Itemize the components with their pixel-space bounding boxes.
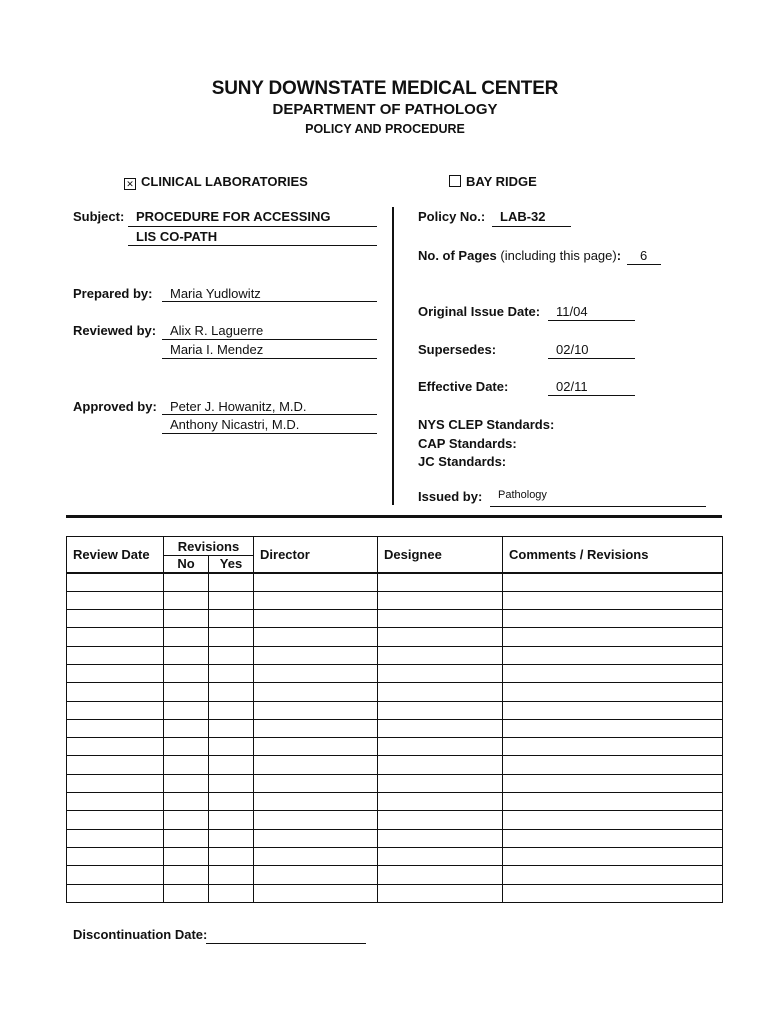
designee-cell[interactable] [378,628,503,646]
revision-yes-cell[interactable] [209,646,254,664]
comments-cell[interactable] [503,774,723,792]
designee-cell[interactable] [378,701,503,719]
nys-clep-standards-label: NYS CLEP Standards: [418,417,555,432]
review-table [66,536,723,903]
designee-cell[interactable] [378,884,503,902]
comments-cell[interactable] [503,793,723,811]
comments-cell[interactable] [503,847,723,865]
review-date-cell[interactable] [67,866,164,884]
table-row [67,866,723,884]
designee-cell[interactable] [378,774,503,792]
revisions-yes-header: Yes [209,556,254,573]
review-date-cell[interactable] [67,610,164,628]
prepared-by-value: Maria Yudlowitz [170,286,261,301]
review-date-cell[interactable] [67,683,164,701]
designee-cell[interactable] [378,793,503,811]
original-issue-date-value: 11/04 [556,304,588,319]
table-row [67,610,723,628]
revision-yes-cell[interactable] [209,628,254,646]
review-date-cell[interactable] [67,793,164,811]
approved-by-value-2: Anthony Nicastri, M.D. [170,417,300,432]
review-date-cell[interactable] [67,884,164,902]
subject-label: Subject: [73,209,125,224]
supersedes-value: 02/10 [556,342,589,357]
designee-cell[interactable] [378,811,503,829]
subject-line-1: PROCEDURE FOR ACCESSING [136,209,331,224]
supersedes-underline [548,358,635,359]
designee-header: Designee [378,537,503,573]
comments-cell[interactable] [503,573,723,592]
department-title: DEPARTMENT OF PATHOLOGY [272,101,498,118]
revision-yes-cell[interactable] [209,884,254,902]
comments-cell[interactable] [503,591,723,609]
revision-no-cell[interactable] [164,829,209,847]
table-row [67,591,723,609]
designee-cell[interactable] [378,591,503,609]
subject-line-2: LIS CO-PATH [136,229,218,244]
comments-cell[interactable] [503,646,723,664]
director-cell[interactable] [254,738,378,756]
effective-date-value: 02/11 [556,379,588,394]
jc-standards-label: JC Standards: [418,454,507,469]
director-cell[interactable] [254,811,378,829]
policy-no-value: LAB-32 [500,209,546,224]
director-cell[interactable] [254,646,378,664]
issued-by-underline [490,506,706,507]
review-date-cell[interactable] [67,701,164,719]
clinical-laboratories-option[interactable] [124,174,308,189]
policy-no-underline [492,226,571,227]
revision-no-cell[interactable] [164,756,209,774]
comments-revisions-header: Comments / Revisions [503,537,723,573]
review-date-cell[interactable] [67,829,164,847]
revision-no-cell[interactable] [164,793,209,811]
table-row [67,756,723,774]
reviewed-by-value-1: Alix R. Laguerre [170,323,264,338]
revision-no-cell[interactable] [164,738,209,756]
approved-by-underline-2 [162,433,377,434]
discontinuation-date-label: Discontinuation Date: [73,927,208,942]
designee-cell[interactable] [378,866,503,884]
comments-cell[interactable] [503,683,723,701]
designee-cell[interactable] [378,573,503,592]
institution-title: SUNY DOWNSTATE MEDICAL CENTER [211,78,559,99]
approved-by-underline-1 [162,414,377,415]
designee-cell[interactable] [378,683,503,701]
review-date-cell[interactable] [67,664,164,682]
designee-cell[interactable] [378,829,503,847]
prepared-by-label: Prepared by: [73,286,153,301]
director-cell[interactable] [254,884,378,902]
director-cell[interactable] [254,701,378,719]
director-cell[interactable] [254,573,378,592]
director-cell[interactable] [254,829,378,847]
director-cell[interactable] [254,774,378,792]
comments-cell[interactable] [503,756,723,774]
review-date-cell[interactable] [67,573,164,592]
revision-yes-cell[interactable] [209,811,254,829]
revision-yes-cell[interactable] [209,573,254,592]
revision-yes-cell[interactable] [209,701,254,719]
comments-cell[interactable] [503,628,723,646]
review-date-header: Review Date [67,537,164,573]
table-row [67,829,723,847]
director-cell[interactable] [254,628,378,646]
reviewed-by-label: Reviewed by: [73,323,157,338]
revision-no-cell[interactable] [164,866,209,884]
review-date-cell[interactable] [67,646,164,664]
comments-cell[interactable] [503,829,723,847]
table-row [67,884,723,902]
table-row [67,793,723,811]
table-row [67,847,723,865]
revision-no-cell[interactable] [164,719,209,737]
designee-cell[interactable] [378,847,503,865]
revision-no-cell[interactable] [164,573,209,592]
designee-cell[interactable] [378,646,503,664]
bay-ridge-label: BAY RIDGE [466,174,537,189]
original-issue-date-underline [548,320,635,321]
supersedes-label: Supersedes: [418,342,497,357]
reviewed-by-value-2: Maria I. Mendez [170,342,264,357]
revision-no-cell[interactable] [164,884,209,902]
document-type: POLICY AND PROCEDURE [305,122,465,136]
revision-no-cell[interactable] [164,811,209,829]
comments-cell[interactable] [503,719,723,737]
revision-yes-cell[interactable] [209,719,254,737]
comments-cell[interactable] [503,811,723,829]
reviewed-by-underline-2 [162,358,377,359]
review-date-cell[interactable] [67,774,164,792]
prepared-by-underline [162,301,377,302]
subject-underline-2 [128,245,377,246]
approved-by-label: Approved by: [73,399,157,414]
effective-date-label: Effective Date: [418,379,509,394]
revision-no-cell[interactable] [164,701,209,719]
review-date-cell[interactable] [67,591,164,609]
director-cell[interactable] [254,847,378,865]
revision-yes-cell[interactable] [209,610,254,628]
designee-cell[interactable] [378,719,503,737]
revision-no-cell[interactable] [164,774,209,792]
designee-cell[interactable] [378,610,503,628]
original-issue-date-label: Original Issue Date: [418,304,541,319]
effective-date-underline [548,395,635,396]
review-date-cell[interactable] [67,811,164,829]
issued-by-label: Issued by: [418,489,483,504]
subject-underline-1 [128,226,377,227]
review-date-cell[interactable] [67,738,164,756]
designee-cell[interactable] [378,738,503,756]
revision-no-cell[interactable] [164,610,209,628]
number-of-pages-underline [627,264,661,265]
director-cell[interactable] [254,610,378,628]
director-cell[interactable] [254,683,378,701]
table-row [67,646,723,664]
table-row [67,719,723,737]
revision-no-cell[interactable] [164,628,209,646]
director-cell[interactable] [254,664,378,682]
review-date-cell[interactable] [67,847,164,865]
comments-cell[interactable] [503,701,723,719]
revision-no-cell[interactable] [164,646,209,664]
revision-yes-cell[interactable] [209,738,254,756]
bay-ridge-option[interactable] [449,174,537,189]
number-of-pages-value: 6 [640,248,648,263]
revision-no-cell[interactable] [164,683,209,701]
discontinuation-date-field[interactable] [206,943,366,944]
revision-yes-cell[interactable] [209,866,254,884]
revisions-header: Revisions [164,537,254,556]
director-cell[interactable] [254,719,378,737]
designee-cell[interactable] [378,664,503,682]
director-cell[interactable] [254,866,378,884]
director-cell[interactable] [254,756,378,774]
revision-no-cell[interactable] [164,591,209,609]
column-divider [392,207,394,505]
number-of-pages-label: No. of Pages (including this page): [418,248,622,263]
table-row [67,664,723,682]
director-header: Director [254,537,378,573]
comments-cell[interactable] [503,664,723,682]
revision-yes-cell[interactable] [209,591,254,609]
revisions-no-header: No [164,556,209,573]
comments-cell[interactable] [503,610,723,628]
issued-by-value: Pathology [498,489,547,501]
review-table-body [67,573,723,903]
review-date-cell[interactable] [67,756,164,774]
table-row [67,811,723,829]
revision-yes-cell[interactable] [209,829,254,847]
review-date-cell[interactable] [67,628,164,646]
comments-cell[interactable] [503,738,723,756]
cap-standards-label: CAP Standards: [418,436,517,451]
empty-box-icon[interactable] [449,175,461,187]
comments-cell[interactable] [503,866,723,884]
revision-yes-cell[interactable] [209,774,254,792]
revision-no-cell[interactable] [164,847,209,865]
designee-cell[interactable] [378,756,503,774]
clinical-laboratories-label: CLINICAL LABORATORIES [141,174,308,189]
checked-box-icon[interactable]: ✕ [124,178,136,190]
review-date-cell[interactable] [67,719,164,737]
section-separator [66,515,722,518]
reviewed-by-underline-1 [162,339,377,340]
table-row [67,701,723,719]
table-row [67,774,723,792]
revision-no-cell[interactable] [164,664,209,682]
director-cell[interactable] [254,793,378,811]
approved-by-value-1: Peter J. Howanitz, M.D. [170,399,307,414]
revision-yes-cell[interactable] [209,683,254,701]
revision-yes-cell[interactable] [209,756,254,774]
table-row [67,573,723,592]
table-row [67,628,723,646]
comments-cell[interactable] [503,884,723,902]
revision-yes-cell[interactable] [209,793,254,811]
director-cell[interactable] [254,591,378,609]
revision-yes-cell[interactable] [209,664,254,682]
table-row [67,683,723,701]
table-row [67,738,723,756]
policy-no-label: Policy No.: [418,209,486,224]
revision-yes-cell[interactable] [209,847,254,865]
